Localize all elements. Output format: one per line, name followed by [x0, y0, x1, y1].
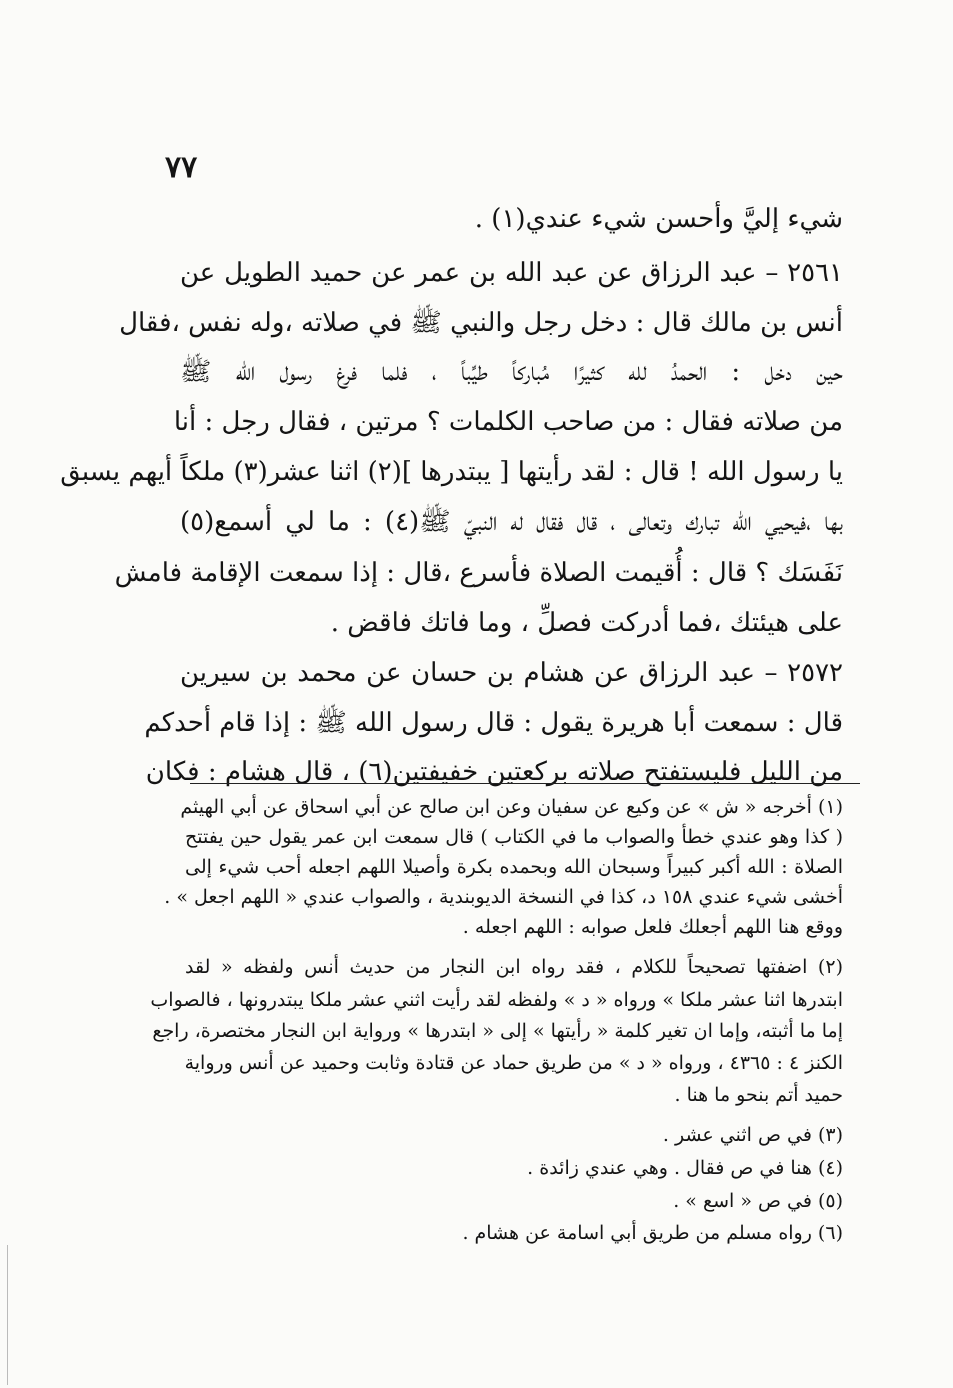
body-line: على هيئتك ،فما أدركت فصلِّ ، وما فاتك فاقض .: [330, 608, 843, 638]
body-line: شيء إليَّ وأحسن شيء عندي(١) .: [474, 204, 843, 234]
body-line: قال : سمعت أبا هريرة يقول : قال رسول الله ﷺ : إذا قام أحدكم: [144, 708, 843, 738]
body-line: من صلاته فقال : من صاحب الكلمات ؟ مرتين ، فقال رجل : أنا: [173, 407, 843, 437]
footnote-line: (٢) اضفتها تصحيحاً للكلام ، فقد رواه ابن النجار من حديث أنس ولفظه « لقد: [185, 956, 843, 978]
footnote-separator: [190, 783, 860, 784]
footnote-line: الكنز ٤ : ٤٣٦٥ ، ورواه « د » من طريق حماد عن قتادة وثابت وحميد عن أنس ورواية: [184, 1052, 843, 1074]
footnote-line: (٥) في ص « اسع » .: [673, 1190, 843, 1212]
body-line: أنس بن مالك قال : دخل رجل والنبي ﷺ في صلاته ،وله نفس ،فقال: [119, 308, 843, 338]
body-line: حين دخل : الحمدُ لله كثيرًا مُباركاً طيِّباً ، فلما فرغ رسول الله ﷺ: [180, 357, 843, 387]
body-line: بها ،فيحيي الله تبارك وتعالى ، قال فقال له النبيّ ﷺ(٤) : ما لي أسمع(٥): [180, 507, 843, 537]
footnote-line: إما ما أثبته، وإما ان تغير كلمة « رأيتها » إلى « ابتدرها » ورواية ابن النجار مختصرة، راجع: [152, 1020, 843, 1042]
scan-edge-line: [7, 1245, 8, 1385]
footnote-line: ابتدرها اثنا عشر ملكا » ورواه « د » ولفظه لقد رأيت اثني عشر ملكا يبتدرونها ، فالصواب: [150, 989, 843, 1011]
body-line: من الليل فليستفتح صلاته بركعتين خفيفتين(٦) ، قال هشام : فكان: [145, 757, 843, 787]
footnote-line: (٣) في ص اثني عشر .: [662, 1124, 843, 1146]
body-line: نَفَسَك ؟ قال : أُقيمت الصلاة فأسرع ،قال : إذا سمعت الإقامة فامش: [114, 558, 843, 588]
body-line: ٢٥٦١ – عبد الرزاق عن عبد الله بن عمر عن حميد الطويل عن: [180, 258, 843, 288]
footnote-line: ( كذا وهو عندي خطأ والصواب ما في الكتاب ) قال سمعت ابن عمر يقول حين يفتتح: [185, 826, 843, 848]
footnote-line: (٦) رواه مسلم من طريق أبي اسامة عن هشام .: [462, 1222, 843, 1244]
body-line: ٢٥٧٢ – عبد الرزاق عن هشام بن حسان عن محمد بن سيرين: [180, 658, 843, 688]
page-number: ٧٧: [165, 150, 198, 185]
body-line: يا رسول الله ! قال : لقد رأيتها [ يبتدرها ](٢) اثنا عشر(٣) ملكاً أيهم يسبق: [60, 457, 843, 487]
footnote-line: حميد أتم بنحو ما هنا .: [674, 1084, 843, 1106]
footnote-line: الصلاة : الله أكبر كبيراً وسبحان الله وبحمده بكرة وأصيلا اللهم اجعله أحب شيء إلى: [185, 856, 843, 878]
footnote-line: أخشى شيء عندي ١٥٨ د، كذا في النسخة الديوبندية ، والصواب عندي « اللهم اجعل » .: [164, 886, 843, 908]
footnote-line: ووقع هنا اللهم أجعلك فلعل صوابه : اللهم اجعله .: [462, 916, 843, 938]
footnote-line: (١) أخرجه « ش » عن وكيع عن سفيان وعن ابن صالح عن أبي اسحاق عن أبي الهيثم: [180, 796, 843, 818]
footnote-line: (٤) هنا في ص فقال . وهي عندي زائدة .: [527, 1157, 843, 1179]
